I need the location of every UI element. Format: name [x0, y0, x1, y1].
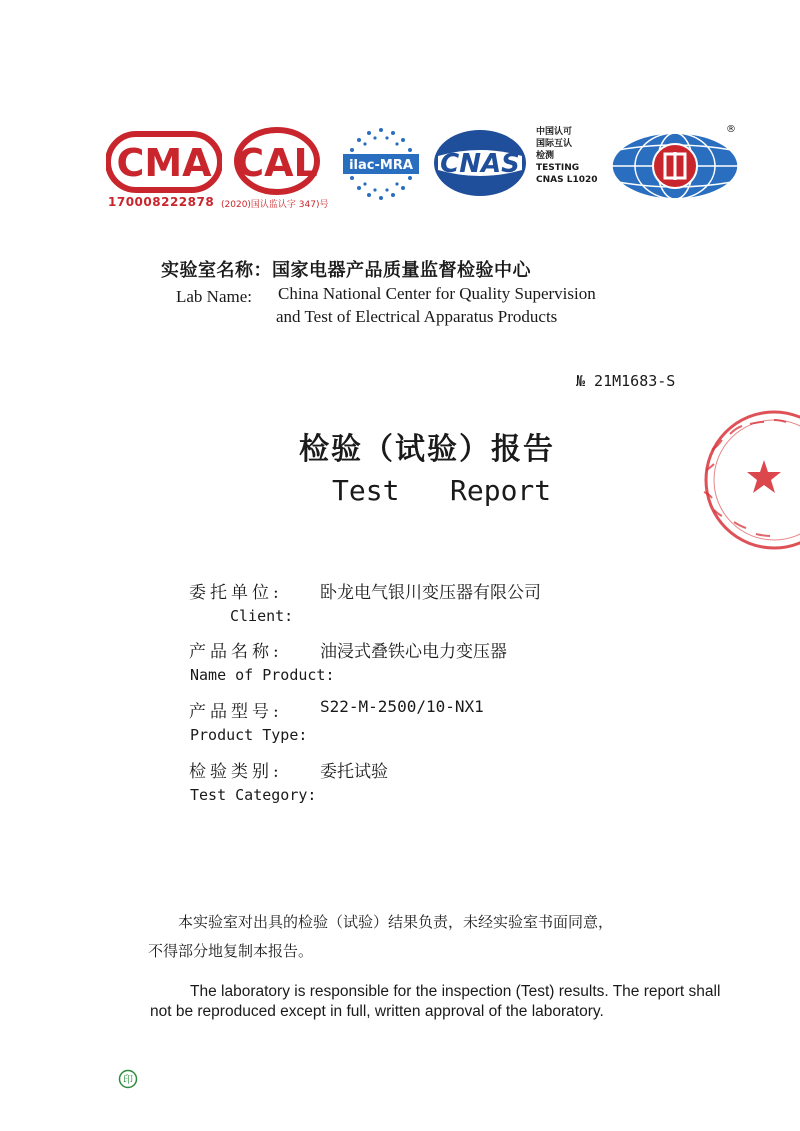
- report-number: № 21M1683-S: [576, 372, 676, 390]
- cma-logo: [106, 130, 222, 194]
- product-name-label-chinese: 产品名称:: [189, 642, 283, 662]
- lab-name-english-line2: and Test of Electrical Apparatus Products: [276, 307, 558, 326]
- cma-certificate-note: (2020)国认监认字 347)号: [221, 200, 329, 210]
- client-value: 卧龙电气银川变压器有限公司: [320, 583, 541, 603]
- test-category-label-english: Test Category:: [190, 786, 317, 804]
- lab-name-label: Lab Name:: [176, 287, 252, 306]
- test-category-label-chinese: 检验类别:: [189, 762, 283, 782]
- product-type-value: S22-M-2500/10-NX1: [320, 697, 484, 716]
- cnas-logo-text: CNAS: [440, 149, 520, 179]
- cnas-side-line: CNAS L1020: [536, 175, 598, 185]
- print-mark-icon: [118, 1069, 138, 1089]
- client-label-english: Client:: [230, 607, 294, 625]
- print-mark-text: 印: [123, 1075, 133, 1086]
- cnas-accreditation-text: [536, 126, 598, 186]
- disclaimer-english-line2: not be reproduced except in full, written approval of the laboratory.: [150, 1003, 604, 1020]
- test-category-value: 委托试验: [320, 762, 388, 782]
- cal-logo-text: CAL: [236, 141, 318, 185]
- official-seal-stamp: [694, 410, 800, 552]
- lab-name-english-line1: China National Center for Quality Supervision: [278, 284, 596, 303]
- disclaimer-chinese-line1: 本实验室对出具的检验（试验）结果负责，未经实验室书面同意，: [178, 913, 614, 931]
- cma-certificate-number: 170008222878: [108, 195, 215, 209]
- product-type-label-english: Product Type:: [190, 726, 308, 744]
- cnas-side-line: 中国认可: [536, 127, 573, 137]
- product-type-label-chinese: 产品型号:: [189, 702, 283, 722]
- product-name-value: 油浸式叠铁心电力变压器: [320, 642, 507, 662]
- cnas-side-line: 检测: [536, 151, 555, 161]
- cnas-side-line: 国际互认: [536, 139, 573, 149]
- globe-emblem-logo: [608, 130, 742, 202]
- report-title-english: Test Report: [332, 474, 552, 507]
- report-title-chinese: 检验（试验）报告: [299, 432, 555, 467]
- ilac-mra-logo-text: ilac-MRA: [349, 158, 413, 173]
- cma-logo-text: CMA: [116, 141, 212, 185]
- lab-name-chinese: 实验室名称：国家电器产品质量监督检验中心: [161, 260, 531, 281]
- disclaimer-english-line1: The laboratory is responsible for the inspection (Test) results. The report shall: [190, 983, 721, 1000]
- cnas-side-line: TESTING: [536, 163, 580, 173]
- cnas-logo: [430, 126, 530, 200]
- disclaimer-chinese-line2: 不得部分地复制本报告。: [148, 942, 314, 960]
- ilac-mra-logo: [339, 124, 423, 204]
- cal-logo: [232, 126, 322, 196]
- registered-mark: ®: [726, 124, 736, 135]
- product-name-label-english: Name of Product:: [190, 666, 335, 684]
- client-label-chinese: 委托单位:: [189, 583, 283, 603]
